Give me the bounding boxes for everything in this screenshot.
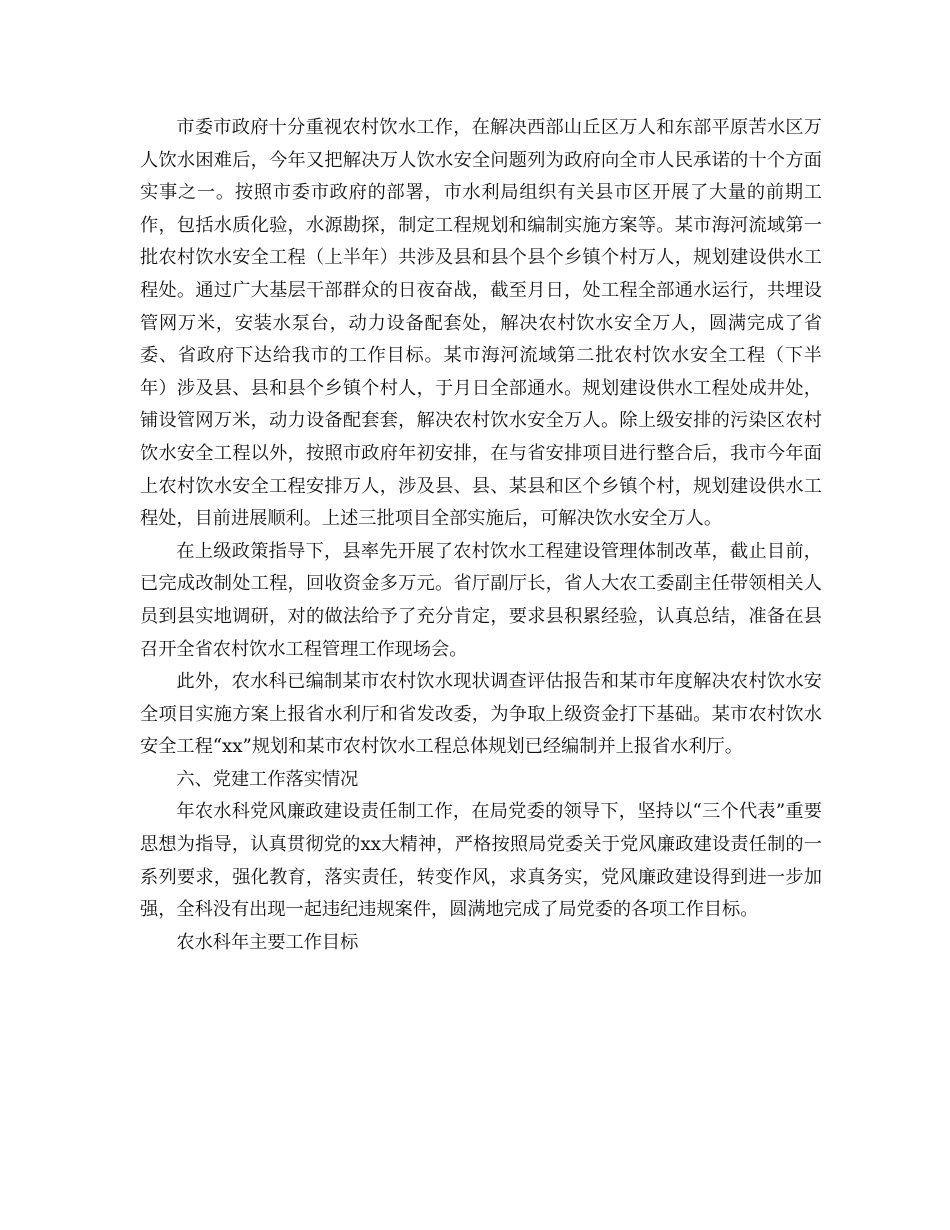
paragraph-party-conduct: 年农水科党风廉政建设责任制工作，在局党委的领导下，坚持以“三个代表”重要思想为指导，认真贯彻党的xx大精神，严格按照局党委关于党风廉政建设责任制的一系列要求，强化教育，落实责任，转变作风，求真务实，党风廉政建设得到进一步加强，全科没有出现一起违纪违规案件，圆满地完成了局党委的各项工作目标。 [140, 801, 822, 921]
document-body [140, 112, 822, 959]
section-heading-party-building: 六、党建工作落实情况 [176, 768, 359, 790]
paragraph-management-reform: 在上级政策指导下，县率先开展了农村饮水工程建设管理体制改革，截止目前，已完成改制处工程，回收资金多万元。省厅副厅长，省人大农工委副主任带领相关人员到县实地调研，对的做法给予了充分肯定，要求县积累经验，认真总结，准备在县召开全省农村饮水工程管理工作现场会。 [140, 540, 822, 660]
paragraph-rural-water-projects: 市委市政府十分重视农村饮水工作，在解决西部山丘区万人和东部平原苦水区万人饮水困难后，今年又把解决万人饮水安全问题列为政府向全市人民承诺的十个方面实事之一。按照市委市政府的部署，市水利局组织有关县市区开展了大量的前期工作，包括水质化验，水源勘探，制定工程规划和编制实施方案等。某市海河流域第一批农村饮水安全工程（上半年）共涉及县和县个县个乡镇个村万人，规划建设供水工程处。通过广大基层干部群众的日夜奋战，截至月日，处工程全部通水运行，共埋设管网万米，安装水泵台，动力设备配套处，解决农村饮水安全万人，圆满完成了省委、省政府下达给我市的工作目标。某市海河流域第二批农村饮水安全工程（下半年）涉及县、县和县个乡镇个村人，于月日全部通水。规划建设供水工程处成井处，铺设管网万米，动力设备配套套，解决农村饮水安全万人。除上级安排的污染区农村饮水安全工程以外，按照市政府年初安排，在与省安排项目进行整合后，我市今年面上农村饮水安全工程安排万人，涉及县、县、某县和区个乡镇个村，规划建设供水工程处，目前进展顺利。上述三批项目全部实施后，可解决饮水安全万人。 [140, 117, 822, 530]
section-heading-main-goals: 农水科年主要工作目标 [176, 931, 359, 953]
paragraph-planning-reports: 此外，农水科已编制某市农村饮水现状调查评估报告和某市年度解决农村饮水安全项目实施方案上报省水利厅和省发改委，为争取上级资金打下基础。某市农村饮水安全工程“xx”规划和某市农村饮水工程总体规划已经编制并上报省水利厅。 [140, 671, 822, 758]
